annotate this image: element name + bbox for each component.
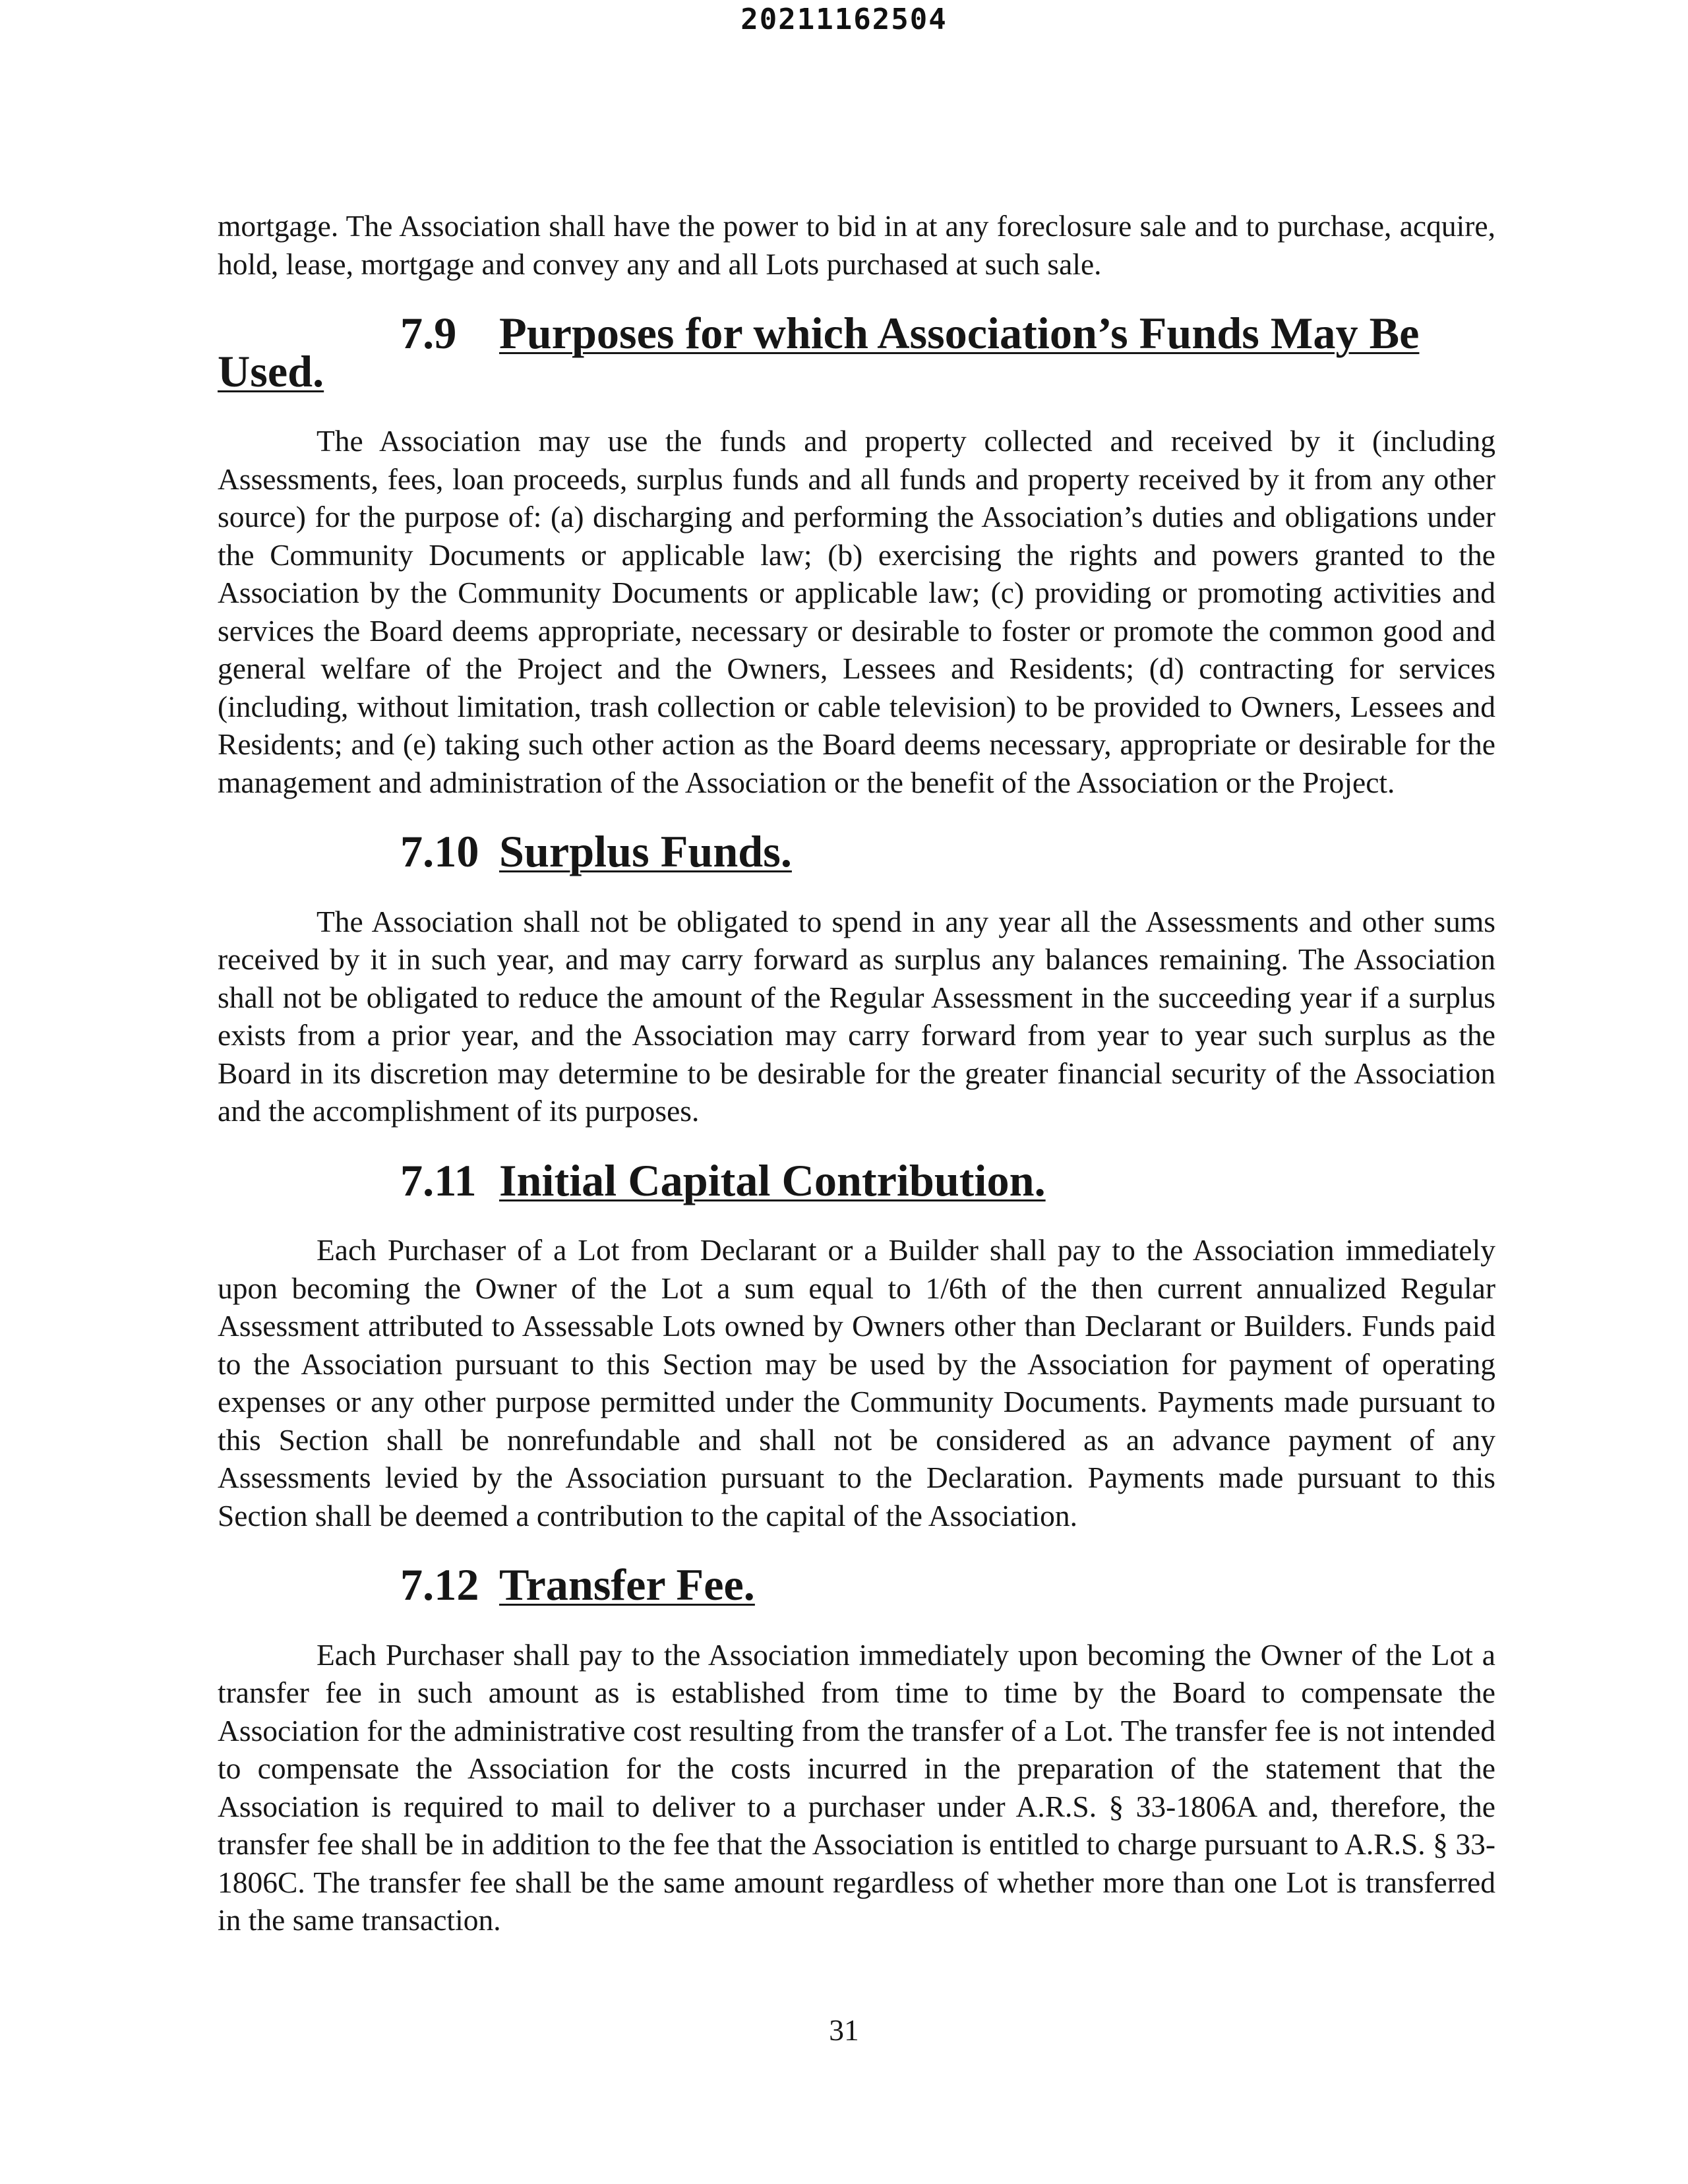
section-paragraph-7-11: Each Purchaser of a Lot from Declarant or a Builder shall pay to the Association immediately upon becoming the Owner of the Lot a sum equal to 1/6th of the then current annualized Regular Assessment attributed to Assessable Lots owned by Owners other than Declarant or Builders. Funds paid to the Association pursuant to this Section may be used by the Association for payment of operating expenses or any other purpose permitted under the Community Documents. Payments made pursuant to this Section shall be nonrefundable and shall not be considered as an advance payment of any Assessments levied by the Association pursuant to the Declaration. Payments made pursuant to this Section shall be deemed a contribution to the capital of the Association. (218, 1233, 1495, 1532)
section-paragraph-7-10: The Association shall not be obligated to spend in any year all the Assessments and other sums received by it in such year, and may carry forward as surplus any balances remaining. The Association shall not be obligated to reduce the amount of the Regular Assessment in the succeeding year if a surplus exists from a prior year, and the Association may carry forward from year to year such surplus as the Board in its discretion may determine to be desirable for the greater financial security of the Association and the accomplishment of its purposes. (218, 904, 1495, 1128)
section-title: Initial Capital Contribution. (499, 1155, 1046, 1205)
section-heading-7-10 (218, 826, 1495, 876)
section-heading-7-11 (218, 1155, 1495, 1205)
intro-paragraph: mortgage. The Association shall have the power to bid in at any foreclosure sale and to purchase, acquire, hold, lease, mortgage and convey any and all Lots purchased at such sale. (218, 209, 1495, 281)
page-number: 31 (829, 2013, 859, 2047)
section-paragraph-7-9: The Association may use the funds and property collected and received by it (including Assessments, fees, loan proceeds, surplus funds and all funds and property received by it from any other source) for the purpose of: (a) discharging and performing the Association’s duties and obligations under the Community Documents or applicable law; (b) exercising the rights and powers granted to the Association by the Community Documents or applicable law; (c) providing or promoting activities and services the Board deems appropriate, necessary or desirable to foster or promote the common good and general welfare of the Project and the Owners, Lessees and Residents; (d) contracting for services (including, without limitation, trash collection or cable television) to be provided to Owners, Lessees and Residents; and (e) taking such other action as the Board deems necessary, appropriate or desirable for the management and administration of the Association or the benefit of the Association or the Project. (218, 424, 1495, 799)
page-content (218, 207, 1495, 1939)
section-title: Surplus Funds. (499, 826, 792, 876)
section-number: 7.12 (400, 1560, 479, 1610)
section-heading-7-12 (218, 1560, 1495, 1610)
recording-number: 20211162504 (740, 3, 948, 36)
section-number: 7.10 (400, 826, 479, 876)
section-title: Purposes for which Association’s Funds May Be Used. (218, 308, 1420, 396)
section-number: 7.11 (400, 1155, 477, 1205)
section-number: 7.9 (400, 308, 457, 358)
section-paragraph-7-12: Each Purchaser shall pay to the Association immediately upon becoming the Owner of the Lot a transfer fee in such amount as is established from time to time by the Board to compensate the Association for the administrative cost resulting from the transfer of a Lot. The transfer fee is not intended to compensate the Association for the costs incurred in the preparation of the statement that the Association is required to mail to deliver to a purchaser under A.R.S. § 33-1806A and, therefore, the transfer fee shall be in addition to the fee that the Association is entitled to charge pursuant to A.R.S. § 33-1806C. The transfer fee shall be the same amount regardless of whether more than one Lot is transferred in the same transaction. (218, 1637, 1495, 1937)
section-title: Transfer Fee. (499, 1560, 755, 1610)
section-heading-7-9 (218, 308, 1495, 396)
